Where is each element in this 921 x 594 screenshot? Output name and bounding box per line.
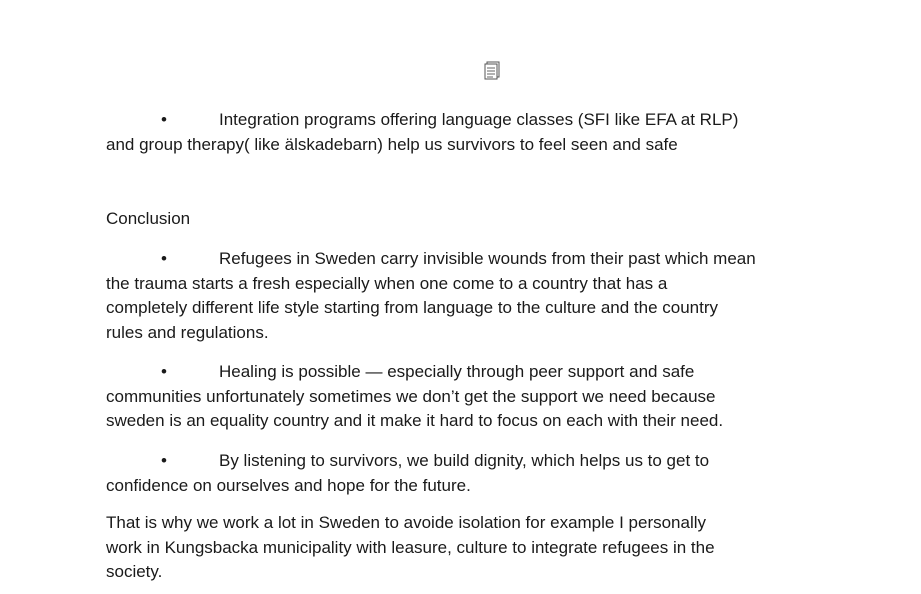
document-icon[interactable] (482, 59, 504, 81)
paragraph-line: and group therapy( like älskadebarn) help us survivors to feel seen and safe (106, 134, 678, 154)
bullet-text: Integration programs offering language classes (SFI like EFA at RLP) (219, 110, 739, 129)
bullet-marker: • (161, 451, 167, 470)
bullet-text: Refugees in Sweden carry invisible wounds from their past which mean (219, 249, 756, 268)
paragraph-line: communities unfortunately sometimes we don’t get the support we need because (106, 386, 716, 406)
paragraph-line: sweden is an equality country and it make it hard to focus on each with their need. (106, 411, 724, 430)
paragraph-line: completely different life style starting from language to the culture and the country (106, 298, 719, 317)
bullet-text: By listening to survivors, we build dignity, which helps us to get to (219, 451, 710, 470)
bullet-paragraph-integration (106, 108, 826, 157)
paragraph-line: work in Kungsbacka municipality with leasure, culture to integrate refugees in the (106, 537, 715, 557)
bullet-paragraph-healing (106, 360, 826, 434)
paragraph-line: society. (106, 562, 163, 581)
paragraph-line: That is why we work a lot in Sweden to avoide isolation for example I personally (106, 513, 707, 532)
bullet-first-line (106, 360, 826, 385)
bullet-paragraph-refugees (106, 247, 826, 345)
section-heading-conclusion: Conclusion (106, 209, 191, 228)
bullet-paragraph-listening (106, 449, 826, 498)
bullet-marker: • (161, 362, 167, 381)
paragraph-sweden-work (106, 511, 826, 585)
bullet-first-line (106, 449, 826, 474)
bullet-text: Healing is possible — especially through peer support and safe (219, 362, 695, 381)
bullet-marker: • (161, 249, 167, 268)
bullet-first-line (106, 247, 826, 272)
paragraph-line: confidence on ourselves and hope for the future. (106, 475, 471, 495)
bullet-first-line (106, 108, 826, 133)
document-icon-graphic (482, 59, 504, 81)
bullet-marker: • (161, 110, 167, 129)
paragraph-line: rules and regulations. (106, 322, 269, 342)
paragraph-line: the trauma starts a fresh especially when one come to a country that has a (106, 273, 668, 293)
